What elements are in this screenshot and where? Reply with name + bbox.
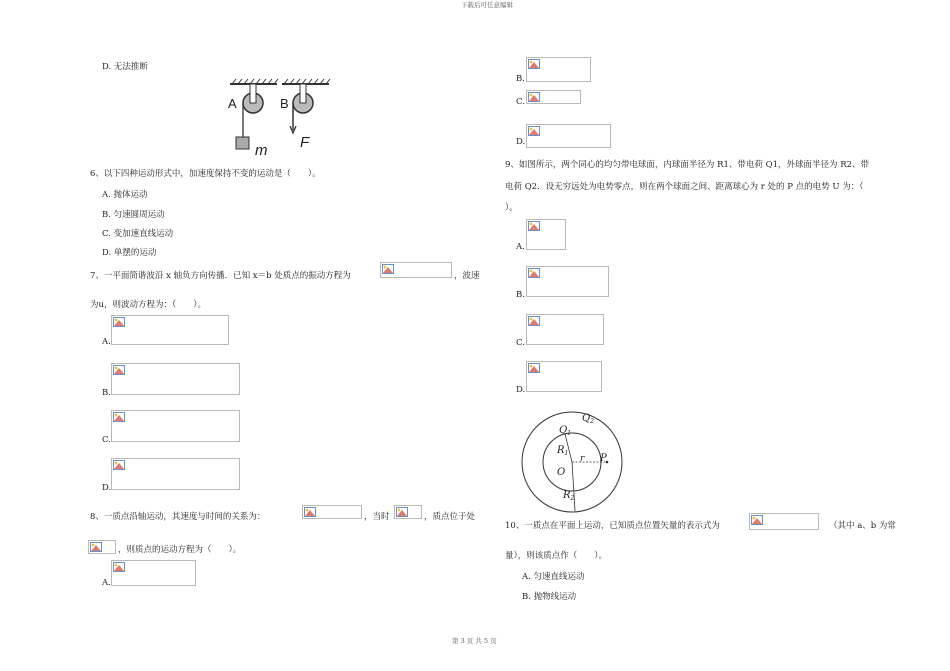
q9-stem-line3: ）。 <box>505 203 518 213</box>
label-m: m <box>255 142 268 159</box>
q9-option-c: C. <box>516 338 525 348</box>
q7-option-a-image <box>111 315 229 345</box>
concentric-spheres-figure <box>515 405 635 510</box>
broken-image-icon <box>382 264 394 274</box>
svg-text:Q2 <box>582 413 594 425</box>
q10-option-a: A. 匀速直线运动 <box>522 572 585 582</box>
label-q2: Q <box>582 413 591 424</box>
q7-option-a: A. <box>102 337 111 347</box>
svg-text:R1 <box>556 445 568 457</box>
q7-formula-image <box>380 262 452 278</box>
broken-image-icon <box>528 268 540 278</box>
q8-option-d: D. <box>516 137 526 147</box>
q9-option-d-image <box>526 361 602 392</box>
q7-stem-part1: 7、一平面简谐波沿 x 轴负方向传播．已知 x＝b 处质点的振动方程为 <box>90 271 351 281</box>
q10-stem-part1: 10、一质点在平面上运动，已知质点位置矢量的表示式为 <box>505 521 720 531</box>
q7-option-c: C. <box>102 435 111 445</box>
q7-option-d: D. <box>102 483 112 493</box>
q8-option-c-image <box>526 90 581 104</box>
broken-image-icon <box>113 317 125 327</box>
broken-image-icon <box>528 126 540 136</box>
radius-r1 <box>565 434 572 462</box>
broken-image-icon <box>113 365 125 375</box>
broken-image-icon <box>528 59 540 69</box>
svg-text:Q1 <box>559 425 571 437</box>
q6-option-d: D. 单摆的运动 <box>102 248 157 258</box>
broken-image-icon <box>113 412 125 422</box>
q8-stem-part2: ，当时 <box>364 512 390 522</box>
q9-stem-line2: 电荷 Q2．设无穷远处为电势零点，则在两个球面之间、距离球心为 r 处的 P 点的电势 U 为：（ <box>505 182 864 192</box>
q8-option-c: C. <box>516 97 525 107</box>
q5-option-d: D. 无法推断 <box>102 62 148 72</box>
q8-option-a-image <box>111 560 196 586</box>
pulley-figure <box>225 76 345 166</box>
q8-stem-part3: ，质点位于处 <box>424 512 476 522</box>
label-f: F <box>300 134 310 151</box>
q7-option-c-image <box>111 410 240 442</box>
q9-option-a: A. <box>516 242 525 252</box>
broken-image-icon <box>528 316 540 326</box>
q9-option-b-image <box>526 266 609 297</box>
label-b: B <box>280 96 289 111</box>
label-a: A <box>228 96 237 111</box>
broken-image-icon <box>528 363 540 373</box>
broken-image-icon <box>528 92 540 102</box>
label-r2-sub: 2 <box>570 495 575 502</box>
q6-option-b: B. 匀速圆周运动 <box>102 210 165 220</box>
q9-option-c-image <box>526 314 604 345</box>
broken-image-icon <box>113 460 125 470</box>
q8-option-b-image <box>526 57 591 82</box>
q7-stem-line2: 为u，则波动方程为：（ ）。 <box>90 300 206 310</box>
q6-option-a: A. 抛体运动 <box>102 190 148 200</box>
broken-image-icon <box>528 221 540 231</box>
broken-image-icon <box>396 507 408 517</box>
q6-option-c: C. 变加速直线运动 <box>102 229 174 239</box>
ceiling-hatch-right <box>282 79 330 84</box>
q7-option-d-image <box>111 458 240 490</box>
label-q1-sub: 1 <box>567 430 572 437</box>
q10-position-vector-image <box>749 513 819 530</box>
q8-option-a: A. <box>102 578 111 588</box>
q8-option-b: B. <box>516 74 525 84</box>
label-r1-sub: 1 <box>564 450 569 457</box>
broken-image-icon <box>90 542 102 552</box>
q7-stem-part2: ，波速 <box>454 271 480 281</box>
mass-block <box>236 137 249 149</box>
q8-time-formula-image <box>394 505 422 519</box>
broken-image-icon <box>751 515 763 525</box>
label-r1: R <box>557 445 565 456</box>
broken-image-icon <box>113 562 125 572</box>
ceiling-hatch-left <box>230 79 278 84</box>
label-r2: R <box>563 490 571 501</box>
q8-stem-part1: 8、一质点沿轴运动，其速度与时间的关系为： <box>90 512 266 522</box>
q8-velocity-formula-image <box>302 505 362 519</box>
page-footer: 第 3 页 共 5 页 <box>452 637 497 645</box>
q10-stem-line2: 量），则该质点作（ ）。 <box>505 551 608 561</box>
q10-stem-part2: （其中 a、b 为常 <box>829 521 896 531</box>
label-p: P <box>600 453 607 464</box>
label-q1: Q <box>559 425 568 436</box>
page-header: 下载后可任意编辑 <box>461 1 513 9</box>
q7-option-b: B. <box>102 388 111 398</box>
label-q2-sub: 2 <box>590 418 595 425</box>
radius-r2 <box>572 462 575 511</box>
label-o: O <box>557 467 566 478</box>
svg-text:R2 <box>562 490 575 502</box>
q8-stem-line2: ，则质点的运动方程为（ ）。 <box>118 545 242 555</box>
broken-image-icon <box>304 507 316 517</box>
q6-stem: 6、以下四种运动形式中，加速度保持不变的运动是（ ）。 <box>90 169 321 179</box>
q7-option-b-image <box>111 363 240 395</box>
q9-option-a-image <box>526 219 566 250</box>
q8-option-d-image <box>526 124 611 148</box>
q9-stem-line1: 9、如图所示，两个同心的均匀带电球面，内球面半径为 R1、带电荷 Q1，外球面半径为 R2、带 <box>505 160 870 170</box>
q9-option-b: B. <box>516 290 525 300</box>
q8-position-formula-image <box>88 540 116 554</box>
q9-option-d: D. <box>516 385 526 395</box>
label-r: r <box>580 454 585 464</box>
q10-option-b: B. 抛物线运动 <box>522 592 577 602</box>
